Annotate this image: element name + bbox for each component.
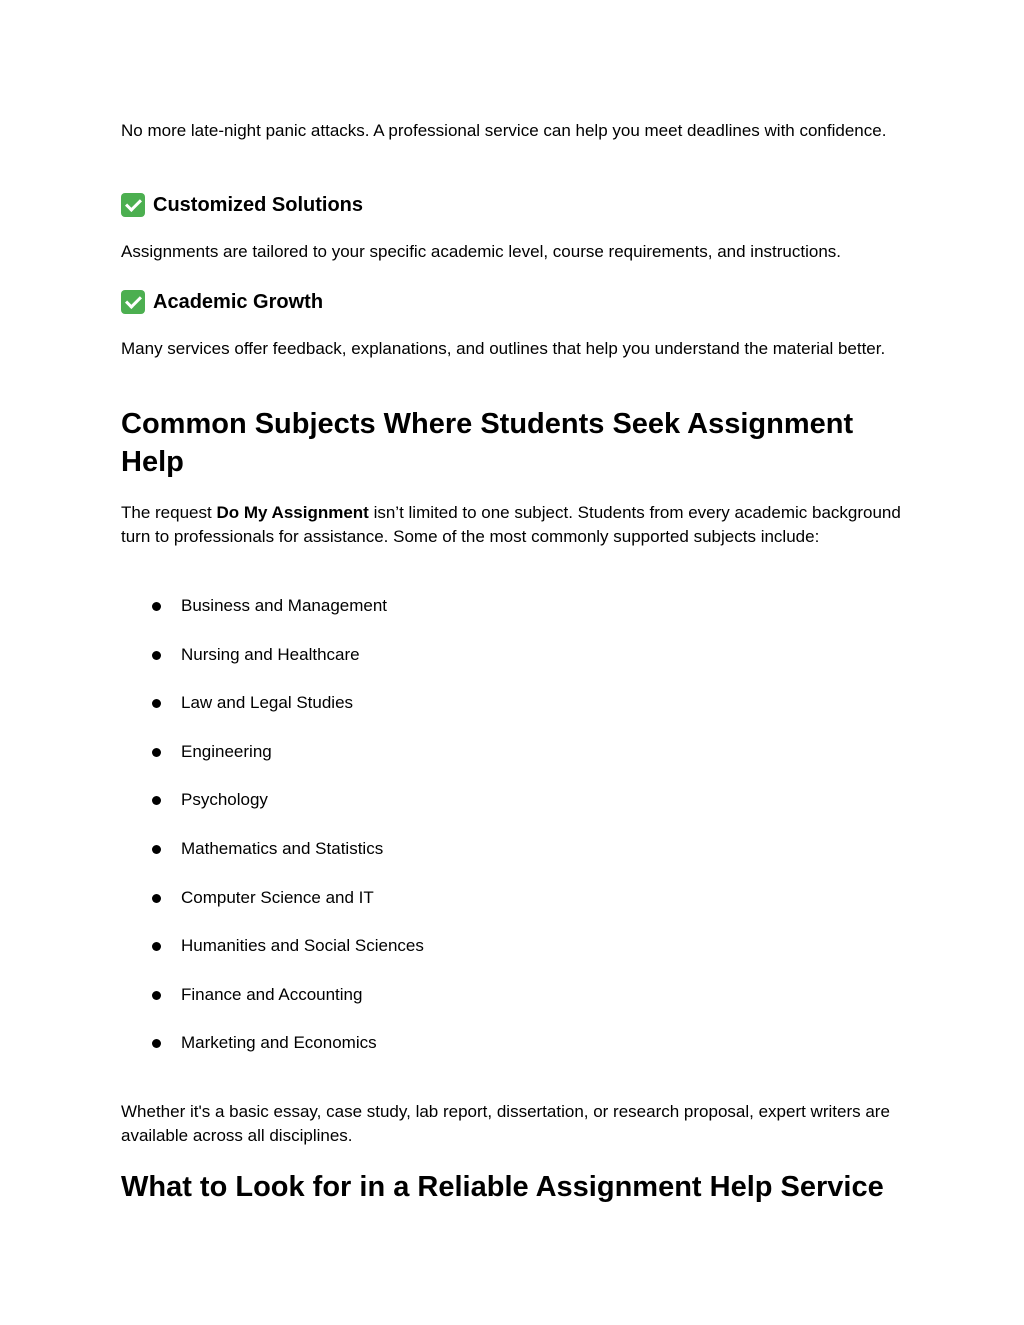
subjects-list [121,594,911,1080]
bullet-icon [152,602,161,611]
subjects-intro [121,501,911,549]
subjects-intro-bold: Do My Assignment [216,503,369,522]
benefit-text-growth: Many services offer feedback, explanations, and outlines that help you understand the material better. [121,339,886,358]
list-item-label: Nursing and Healthcare [181,644,360,664]
list-item-label: Mathematics and Statistics [181,838,384,858]
benefit-heading-text: Academic Growth [153,291,324,313]
list-item-label: Finance and Accounting [181,984,363,1004]
list-item [121,691,911,715]
subjects-intro-before: The request [121,503,217,522]
bullet-icon [152,748,161,757]
benefit-heading-customized [121,192,911,218]
check-mark-icon [121,290,145,314]
list-item-label: Marketing and Economics [181,1033,377,1053]
next-section-heading: What to Look for in a Reliable Assignment Help Service [121,1171,884,1203]
check-mark-icon [121,193,145,217]
list-item [121,643,911,667]
subjects-closing: Whether it's a basic essay, case study, lab report, dissertation, or research proposal, expert writers are available across all disciplines. [121,1102,890,1145]
list-item-label: Engineering [181,741,272,761]
benefit-heading-text: Customized Solutions [153,194,363,216]
intro-paragraph: No more late-night panic attacks. A professional service can help you meet deadlines with confidence. [121,121,887,140]
bullet-icon [152,845,161,854]
list-item [121,886,911,910]
subjects-heading: Common Subjects Where Students Seek Assignment Help [121,408,854,478]
benefit-heading-growth [121,289,911,315]
list-item-label: Psychology [181,790,268,810]
list-item [121,934,911,958]
list-item-label: Computer Science and IT [181,887,374,907]
bullet-icon [152,1039,161,1048]
list-item [121,788,911,812]
bullet-icon [152,699,161,708]
bullet-icon [152,991,161,1000]
list-item-label: Humanities and Social Sciences [181,936,424,956]
bullet-icon [152,796,161,805]
bullet-icon [152,942,161,951]
list-item [121,983,911,1007]
bullet-icon [152,651,161,660]
list-item [121,1031,911,1055]
list-item-label: Law and Legal Studies [181,693,354,713]
list-item [121,837,911,861]
subjects-intro-after: isn’t limited to one subject. Students from every academic background turn to professionals for assistance. Some of the most commonly supported subjects include: [121,503,901,546]
benefit-text-customized: Assignments are tailored to your specific academic level, course requirements, and instructions. [121,242,842,261]
bullet-icon [152,894,161,903]
list-item-label: Business and Management [181,596,388,615]
list-item [121,740,911,764]
list-item [121,594,911,618]
